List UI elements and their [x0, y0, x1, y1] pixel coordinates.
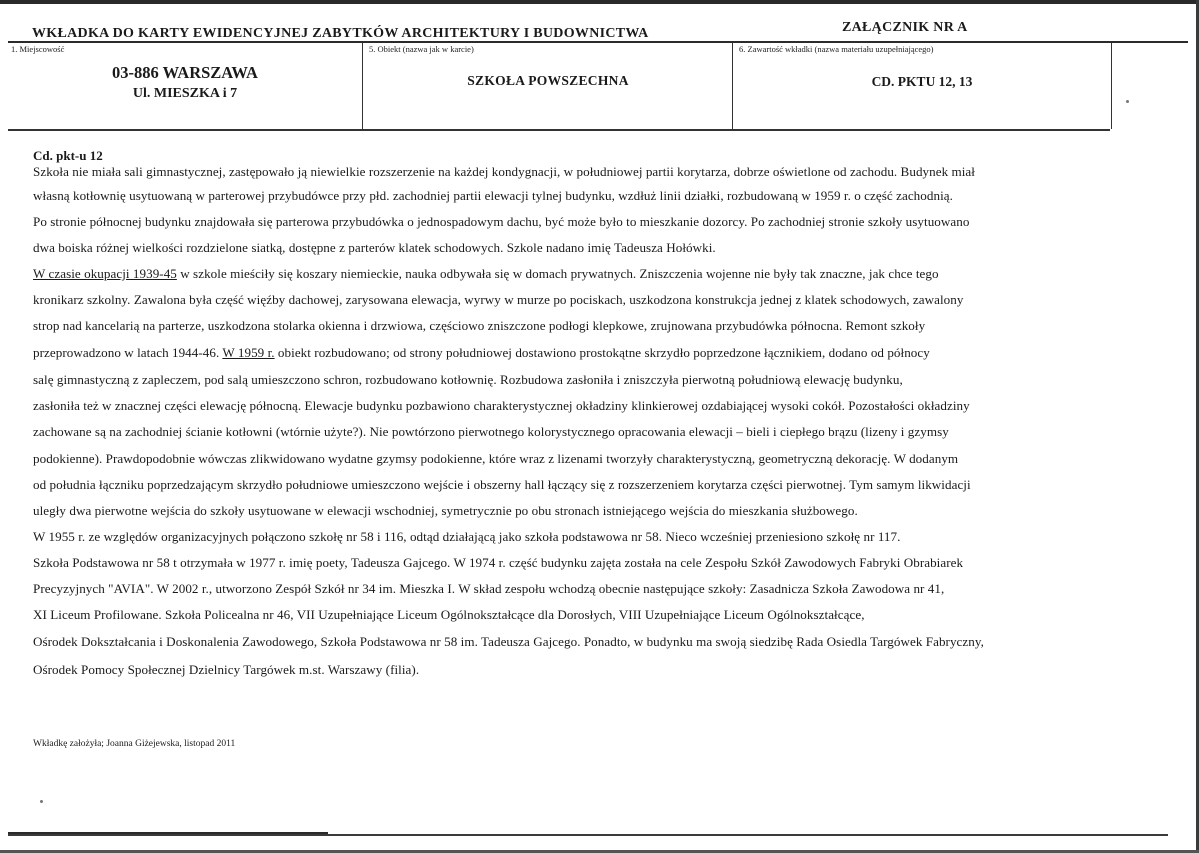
underlined-phrase: W 1959 r.	[222, 345, 275, 360]
annex-label: ZAŁĄCZNIK NR A	[842, 20, 968, 35]
field-locality-street: Ul. MIESZKA i 7	[132, 86, 238, 101]
scan-edge-top	[0, 0, 1199, 4]
field-object	[362, 43, 733, 129]
body-line	[33, 345, 930, 361]
body-line: kronikarz szkolny. Zawalona była część więźby dachowej, zarysowana elewacja, wyrwy w murze po pociskach, uszkodzona konstrukcja jednej z klatek schodowych, zawalony	[33, 292, 964, 307]
footer-note: Wkładkę założyła; Joanna Giżejewska, listopad 2011	[33, 739, 236, 749]
line-text: obiekt rozbudowano; od strony południowej dostawiono prostokątne skrzydło poprzedzone łącznikiem, dodano od północy	[274, 345, 930, 360]
body-line: Po stronie północnej budynku znajdowała się parterowa przybudówka o jednospadowym dachu, być może było to mieszkanie dozorcy. Po zachodniej stronie szkoły usytuowano	[33, 214, 970, 229]
scan-speck	[40, 800, 43, 803]
body-line: od południa łączniku poprzedzającym skrzydło południowe umieszczono wejście i obszerny hall łączący się z rozszerzeniem korytarza części pierwotnej. Tym samym likwidacji	[33, 477, 971, 492]
field-locality-label: 1. Miejscowość	[11, 44, 65, 54]
body-line: strop nad kancelarią na parterze, uszkodzona stolarka okienna i drzwiowa, częściowo zniszczone podłogi klepkowe, zrujnowana przybudówka północna. Remont szkoły	[33, 318, 926, 333]
fields-bottom-rule	[8, 129, 1110, 131]
body-line: salę gimnastyczną z zapleczem, pod salą umieszczono schron, rozbudowano kotłownię. Rozbudowa zasłoniła i zniszczyła pierwotną południową elewację budynku,	[33, 372, 903, 387]
line-text: w szkole mieściły się koszary niemieckie, nauka odbywała się w domach prywatnych. Zniszczenia wojenne nie były tak znaczne, jak chce tego	[176, 266, 939, 281]
field-contents	[732, 43, 1112, 129]
body-line	[33, 266, 939, 282]
bottom-rule	[8, 834, 1168, 836]
body-line: uległy dwa pierwotne wejścia do szkoły usytuowane w elewacji wschodniej, symetrycznie po obu stronach istniejącego wejścia do mieszkania służbowego.	[33, 503, 858, 518]
body-line: zasłoniła też w znacznej części elewację północną. Elewacje budynku pozbawiono charakterystycznej okładziny klinkierowej ozdabiającej wysoki cokół. Pozostałości okładziny	[33, 398, 970, 413]
body-line: Precyzyjnych "AVIA". W 2002 r., utworzono Zespół Szkół nr 34 im. Mieszka I. W skład zespołu wchodzą obecnie następujące szkoły: Zasadnicza Szkoła Zawodowa nr 41,	[33, 581, 945, 596]
field-object-label: 5. Obiekt (nazwa jak w karcie)	[369, 44, 474, 54]
field-contents-value: CD. PKTU 12, 13	[871, 74, 973, 89]
body-line: XI Liceum Profilowane. Szkoła Policealna nr 46, VII Uzupełniające Liceum Ogólnokształcące dla Dorosłych, VIII Uzupełniające Liceum Ogólnokształcące,	[33, 607, 865, 622]
scan-speck	[1126, 100, 1129, 103]
body-line: zachowane są na zachodniej ścianie kotłowni (wtórnie użyte?). Nie powtórzono pierwotnego kolorystycznego opracowania elewacji – bieli i ciepłego brązu (lizeny i gzymsy	[33, 424, 949, 439]
section-label: Cd. pkt-u 12	[33, 148, 103, 163]
form-title: WKŁADKA DO KARTY EWIDENCYJNEJ ZABYTKÓW ARCHITEKTURY I BUDOWNICTWA	[32, 26, 649, 41]
field-contents-label: 6. Zawartość wkładki (nazwa materiału uzupełniającego)	[739, 44, 934, 54]
field-locality-city: 03-886 WARSZAWA	[112, 63, 258, 82]
body-line: Szkoła Podstawowa nr 58 t otrzymała w 1977 r. imię poety, Tadeusza Gajcego. W 1974 r. część budynku zajęta została na cele Zespołu Szkół Zawodowych Fabryki Obrabiarek	[33, 555, 964, 570]
body-line: własną kotłownię usytuowaną w parterowej przybudówce przy płd. zachodniej partii elewacji tylnej budynku, wzdłuż linii działki, rozbudowaną w 1959 r. o część zachodnią.	[33, 188, 953, 203]
field-locality	[8, 43, 362, 129]
body-line: W 1955 r. ze względów organizacyjnych połączono szkołę nr 58 i 116, odtąd działającą jako szkoła podstawowa nr 58. Nieco wcześniej przeniesiono szkołę nr 117.	[33, 529, 901, 544]
body-line: Ośrodek Pomocy Społecznej Dzielnicy Targówek m.st. Warszawy (filia).	[33, 662, 420, 677]
line-text: przeprowadzono w latach 1944-46.	[33, 345, 223, 360]
body-line: Ośrodek Dokształcania i Doskonalenia Zawodowego, Szkoła Podstawowa nr 58 im. Tadeusza Gajcego. Ponadto, w budynku ma swoją siedzibę Rada Osiedla Targówek Fabryczny,	[33, 634, 984, 649]
body-line: podokienne). Prawdopodobnie wówczas zlikwidowano wydatne gzymsy podokienne, które wraz z lizenami tworzyły charakterystyczną, geometryczną dekorację. W dodanym	[33, 451, 959, 466]
underlined-phrase: W czasie okupacji 1939-45	[33, 266, 177, 281]
field-object-value: SZKOŁA POWSZECHNA	[467, 73, 629, 88]
body-line: Szkoła nie miała sali gimnastycznej, zastępowało ją niewielkie rozszerzenie na każdej kondygnacji, w południowej partii korytarza, dobrze oświetlone od zachodu. Budynek miał	[33, 164, 975, 179]
body-line: dwa boiska różnej wielkości rozdzielone siatką, dostępne z parterów klatek schodowych. Szkole nadano imię Tadeusza Hołówki.	[33, 240, 716, 255]
